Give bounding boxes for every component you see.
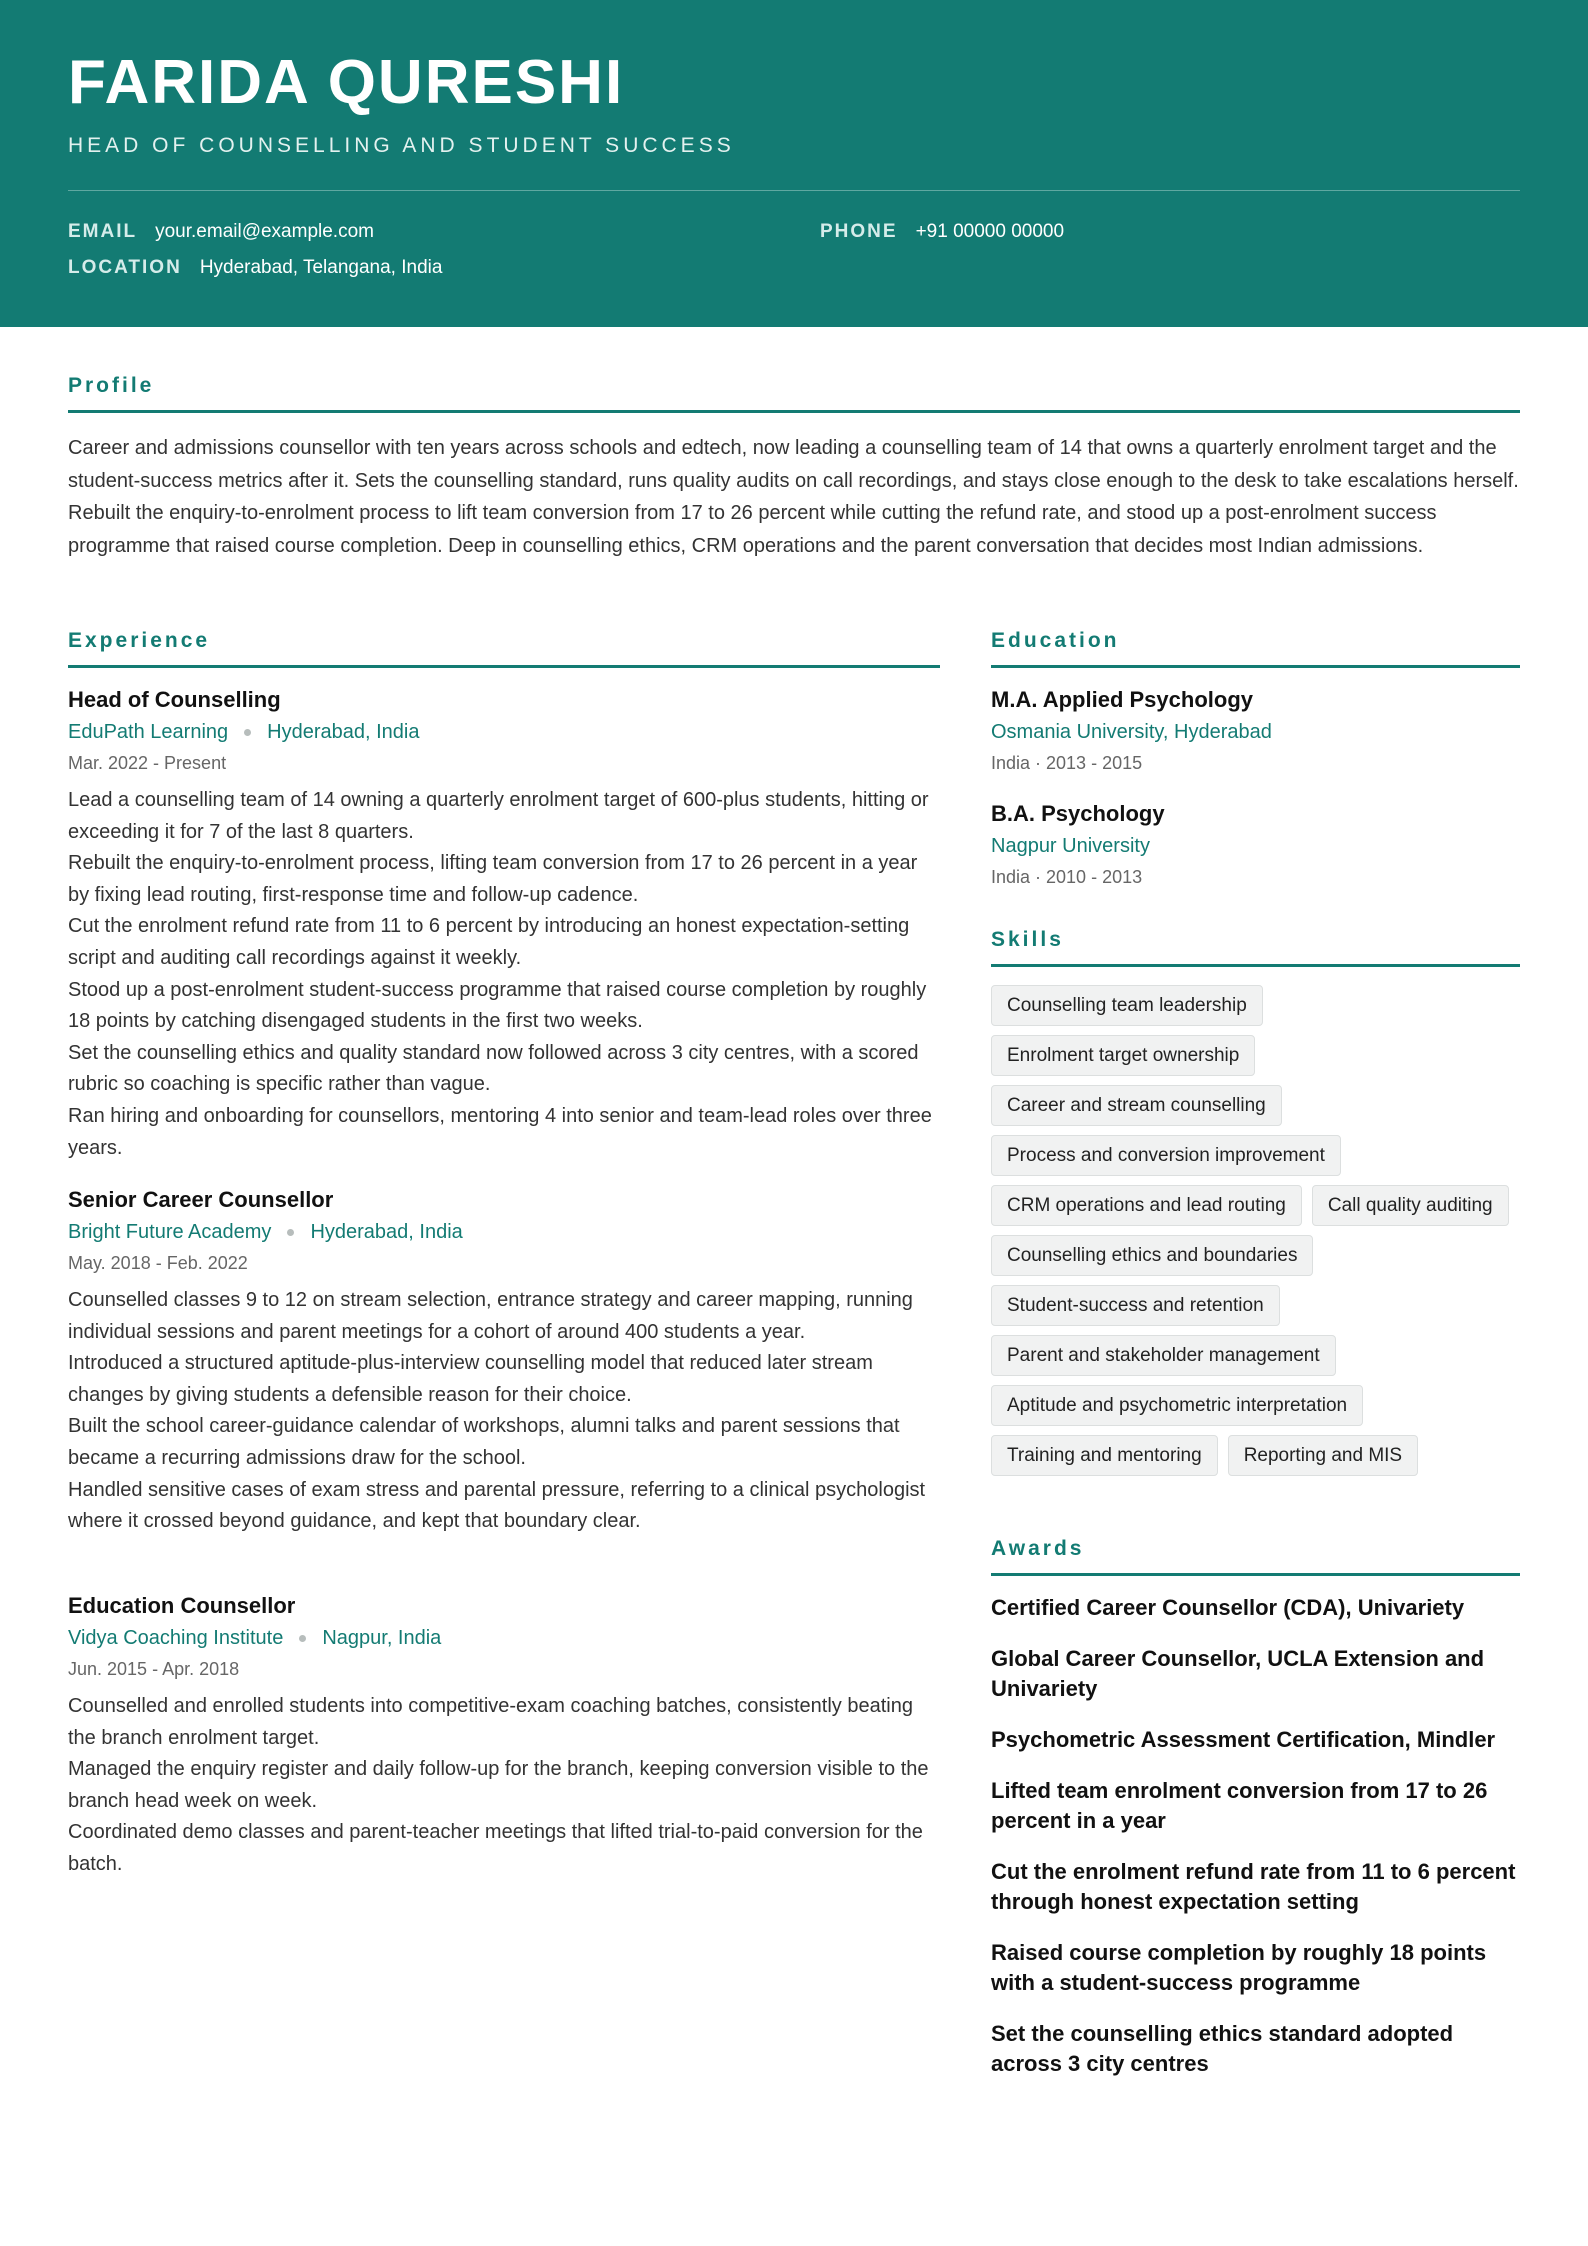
- skills-heading: Skills: [991, 928, 1064, 951]
- education-meta: India · 2010 - 2013: [991, 867, 1143, 887]
- job-bullets: [68, 1691, 940, 1881]
- candidate-name: FARIDA QURESHI: [68, 48, 625, 117]
- job-company: Vidya Coaching Institute: [68, 1627, 284, 1649]
- awards-list: [991, 1593, 1520, 2100]
- award-item: Certified Career Counsellor (CDA), Univariety: [991, 1595, 1465, 1620]
- job-bullet: Managed the enquiry register and daily follow-up for the branch, keeping conversion visible to the branch head week on week.: [68, 1758, 929, 1812]
- skill-tag: CRM operations and lead routing: [991, 1185, 1302, 1226]
- email-value[interactable]: your.email@example.com: [155, 221, 374, 242]
- contact-location: [68, 256, 442, 280]
- job-org: [68, 1625, 940, 1651]
- separator-dot-icon: [299, 1635, 306, 1642]
- award-item: Lifted team enrolment conversion from 17 to 26 percent in a year: [991, 1778, 1488, 1833]
- contact-phone: [820, 220, 1064, 244]
- job-bullet: Counselled and enrolled students into competitive-exam coaching batches, consistently beating the branch enrolment target.: [68, 1695, 913, 1749]
- job-bullet: Stood up a post-enrolment student-success programme that raised course completion by roughly 18 points by catching disengaged students in the first two weeks.: [68, 978, 927, 1033]
- education-degree: B.A. Psychology: [991, 801, 1165, 826]
- skills-divider: [991, 964, 1520, 967]
- job-bullet: Ran hiring and onboarding for counsellors, mentoring 4 into senior and team-lead roles over three years.: [68, 1104, 932, 1159]
- skill-tag: Reporting and MIS: [1228, 1435, 1418, 1476]
- job-location: Hyderabad, India: [310, 1221, 463, 1243]
- profile-summary: Career and admissions counsellor with ten years across schools and edtech, now leading a counselling team of 14 that owns a quarterly enrolment target and the student-success metrics after it. Sets the counselling standard, runs quality audits on call recordings, and stays close enough to the desk to take escalations herself. Rebuilt the enquiry-to-enrolment process to lift team conversion from 17 to 26 percent while cutting the refund rate, and stood up a post-enrolment success programme that raised course completion. Deep in counselling ethics, CRM operations and the parent conversation that decides most Indian admissions.: [68, 437, 1519, 557]
- skill-tag: Training and mentoring: [991, 1435, 1218, 1476]
- job-bullet: Counselled classes 9 to 12 on stream selection, entrance strategy and career mapping, running individual sessions and parent meetings for a cohort of around 400 students a year.: [68, 1289, 913, 1343]
- skill-tag: Student-success and retention: [991, 1285, 1280, 1326]
- education-meta: India · 2013 - 2015: [991, 753, 1143, 773]
- job-company: Bright Future Academy: [68, 1221, 272, 1243]
- phone-label: PHONE: [820, 221, 898, 242]
- job-title: Senior Career Counsellor: [68, 1187, 334, 1212]
- job-bullet: Introduced a structured aptitude-plus-interview counselling model that reduced later stream changes by giving students a defensible reason for their choice.: [68, 1352, 873, 1406]
- skill-tag: Process and conversion improvement: [991, 1135, 1341, 1176]
- skill-tag: Counselling ethics and boundaries: [991, 1235, 1313, 1276]
- location-label: LOCATION: [68, 257, 182, 278]
- job-location: Nagpur, India: [322, 1627, 442, 1649]
- job-entry: [68, 1592, 940, 1881]
- job-bullet: Set the counselling ethics and quality standard now followed across 3 city centres, with a scored rubric so coaching is specific rather than vague.: [68, 1041, 919, 1096]
- job-bullet: Lead a counselling team of 14 owning a quarterly enrolment target of 600-plus students, hitting or exceeding it for 7 of the last 8 quarters.: [68, 789, 929, 843]
- job-bullet: Handled sensitive cases of exam stress and parental pressure, referring to a clinical psychologist where it crossed beyond guidance, and kept that boundary clear.: [68, 1478, 926, 1533]
- profile-heading: Profile: [68, 374, 155, 397]
- contact-email: [68, 220, 374, 244]
- experience-divider: [68, 665, 940, 668]
- header-divider: [68, 190, 1520, 191]
- job-dates: Mar. 2022 - Present: [68, 753, 227, 773]
- job-entry: [68, 1186, 940, 1538]
- phone-value[interactable]: +91 00000 00000: [915, 221, 1065, 242]
- award-item: Cut the enrolment refund rate from 11 to 6 percent through honest expectation setting: [991, 1859, 1516, 1914]
- job-title: Education Counsellor: [68, 1593, 296, 1618]
- award-item: Set the counselling ethics standard adopted across 3 city centres: [991, 2021, 1454, 2076]
- education-divider: [991, 665, 1520, 668]
- job-bullets: [68, 1285, 940, 1538]
- job-bullet: Coordinated demo classes and parent-teacher meetings that lifted trial-to-paid conversion for the batch.: [68, 1821, 923, 1875]
- job-org: [68, 1219, 940, 1245]
- award-item: Raised course completion by roughly 18 points with a student-success programme: [991, 1940, 1487, 1995]
- skill-tag: Aptitude and psychometric interpretation: [991, 1385, 1363, 1426]
- job-title: Head of Counselling: [68, 687, 281, 712]
- job-dates: May. 2018 - Feb. 2022: [68, 1253, 248, 1273]
- education-school: Osmania University, Hyderabad: [991, 721, 1272, 743]
- email-label: EMAIL: [68, 221, 138, 242]
- job-dates: Jun. 2015 - Apr. 2018: [68, 1659, 240, 1679]
- profile-divider: [68, 410, 1520, 413]
- awards-heading: Awards: [991, 1537, 1085, 1560]
- candidate-title: HEAD OF COUNSELLING AND STUDENT SUCCESS: [68, 134, 735, 157]
- separator-dot-icon: [244, 729, 251, 736]
- skill-tag: Enrolment target ownership: [991, 1035, 1255, 1076]
- education-entry: [991, 800, 1520, 889]
- separator-dot-icon: [287, 1229, 294, 1236]
- skill-tag: Counselling team leadership: [991, 985, 1263, 1026]
- education-entry: [991, 686, 1520, 775]
- skills-list: [991, 985, 1520, 1476]
- job-company: EduPath Learning: [68, 721, 229, 743]
- job-bullet: Built the school career-guidance calendar of workshops, alumni talks and parent sessions that became a recurring admissions draw for the school.: [68, 1415, 900, 1469]
- resume-header: [0, 0, 1588, 327]
- job-bullet: Cut the enrolment refund rate from 11 to 6 percent by introducing an honest expectation-setting script and auditing call recordings against it weekly.: [68, 915, 910, 969]
- location-value: Hyderabad, Telangana, India: [199, 257, 443, 278]
- education-school: Nagpur University: [991, 835, 1150, 857]
- award-item: Psychometric Assessment Certification, Mindler: [991, 1727, 1496, 1752]
- job-bullets: [68, 785, 940, 1164]
- education-heading: Education: [991, 629, 1120, 652]
- skill-tag: Call quality auditing: [1312, 1185, 1509, 1226]
- job-location: Hyderabad, India: [267, 721, 420, 743]
- experience-heading: Experience: [68, 629, 211, 652]
- education-degree: M.A. Applied Psychology: [991, 687, 1253, 712]
- skill-tag: Parent and stakeholder management: [991, 1335, 1336, 1376]
- awards-divider: [991, 1573, 1520, 1576]
- job-entry: [68, 686, 940, 1164]
- skill-tag: Career and stream counselling: [991, 1085, 1282, 1126]
- job-bullet: Rebuilt the enquiry-to-enrolment process, lifting team conversion from 17 to 26 percent in a year by fixing lead routing, first-response time and follow-up cadence.: [68, 852, 918, 906]
- job-org: [68, 719, 940, 745]
- award-item: Global Career Counsellor, UCLA Extension and Univariety: [991, 1646, 1485, 1701]
